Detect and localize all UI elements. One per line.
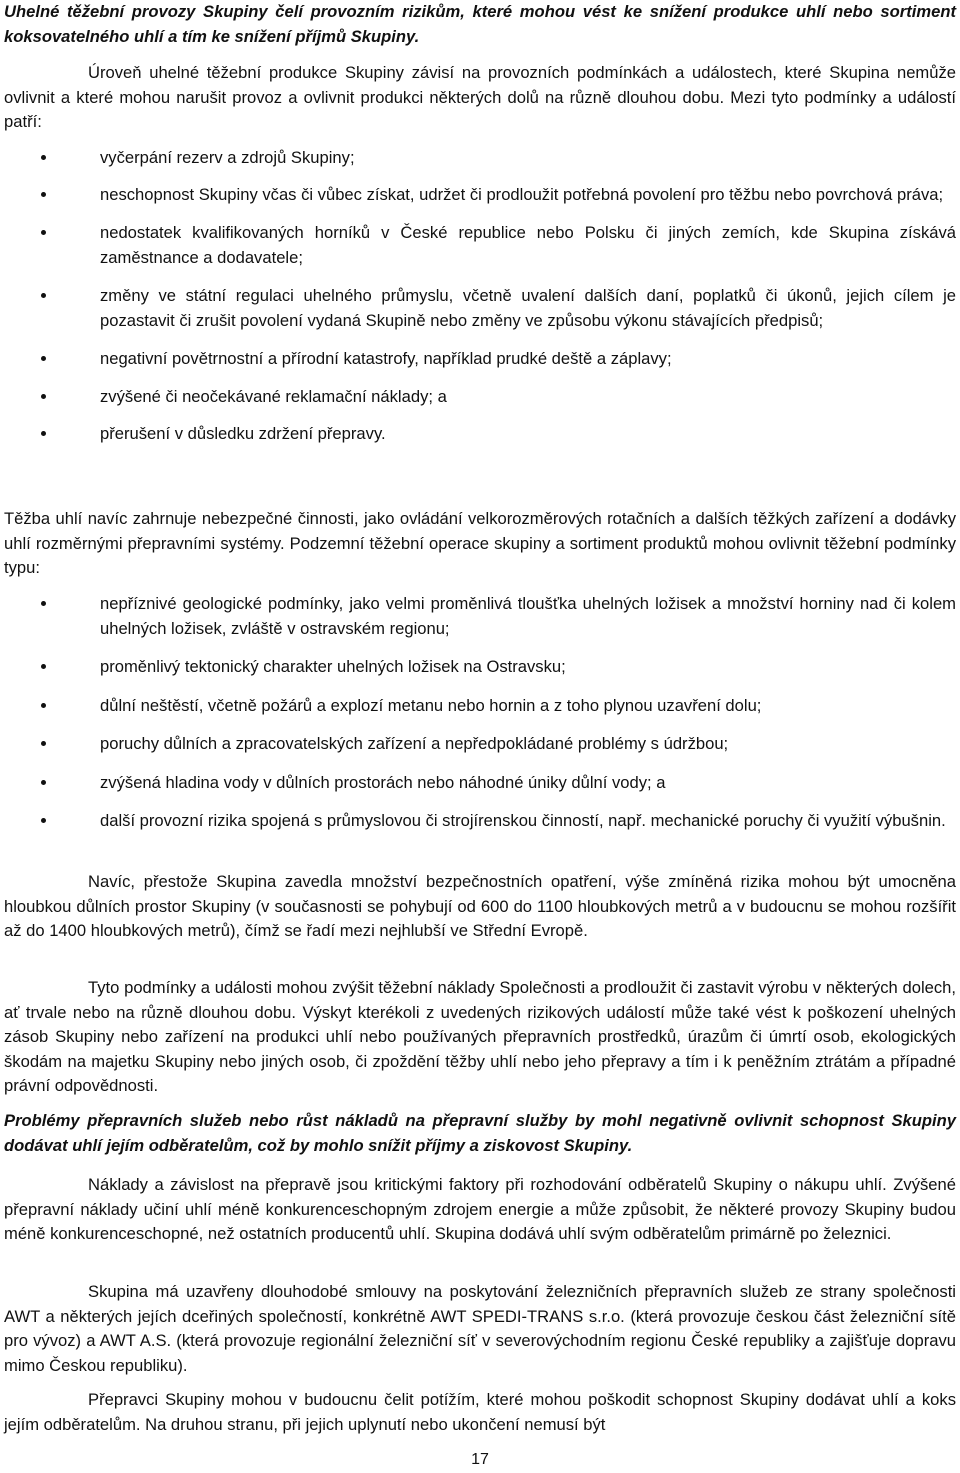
page-number: 17: [471, 1451, 489, 1468]
list-item: nepříznivé geologické podmínky, jako velmi proměnlivá tloušťka uhelných ložisek a množství horniny nad či kolem uhelných ložisek, zvláště v ostravském regionu;: [4, 592, 956, 641]
intro-paragraph: Úroveň uhelné těžební produkce Skupiny závisí na provozních podmínkách a událostech, které Skupina nemůže ovlivnit a které mohou narušit provoz a ovlivnit produkci některých dolů na různě dlouhou dobu. Mezi tyto podmínky a událostí patří:: [4, 63, 956, 131]
hazard-paragraph: Těžba uhlí navíc zahrnuje nebezpečné činnosti, jako ovládání velkorozměrových rotačních a dalších těžkých zařízení a dodávky uhlí rozměrnými přepravními systémy. Podzemní těžební operace skupiny a sortiment produktů mohou ovlivnit těžební podmínky typu:: [4, 509, 956, 577]
depth-paragraph: Navíc, přestože Skupina zavedla množství bezpečnostních opatření, výše zmíněná rizika mohou být umocněna hloubkou důlních prostor Skupiny (v současnosti se pohybují od 600 do 1100 hloubkových metrů a v budoucnu se mohou rozšířit až do 1400 hloubkových metrů), čímž se řadí mezi nejhlubší ve Střední Evropě.: [4, 872, 956, 940]
list-item: změny ve státní regulaci uhelného průmyslu, včetně uvalení dalších daní, poplatků či úkonů, jejich cílem je pozastavit či zrušit povolení vydaná Skupině nebo změny ve způsobu výkonu stávajících předpisů;: [4, 284, 956, 333]
list-item: zvýšená hladina vody v důlních prostorách nebo náhodné úniky důlní vody; a: [4, 771, 956, 796]
consequences-paragraph: Tyto podmínky a události mohou zvýšit těžební náklady Společnosti a prodloužit či zastavit výrobu v některých dolech, ať trvale nebo na různě dlouhou dobu. Výskyt kterékoli z uvedených rizikových událostí může také vést k poškození uhelných zásob Skupiny nebo zařízení na produkci uhlí nebo používaných přepravních prostředků, úrazům či úmrtí osob, ekologických škodám na majetku Skupiny nebo jiných osob, či zpoždění těžby uhlí nebo jeho přepravy a tím i k peněžním ztrátám a případné právní odpovědnosti.: [4, 978, 956, 1095]
section-heading-mining-risks: Uhelné těžební provozy Skupiny čelí provozním rizikům, které mohou vést ke snížení produkce uhlí nebo sortiment koksovatelného uhlí a tím ke snížení příjmů Skupiny.: [4, 2, 956, 46]
mining-conditions-list: [4, 592, 956, 834]
list-item: proměnlivý tektonický charakter uhelných ložisek na Ostravsku;: [4, 655, 956, 680]
transport-costs-paragraph: Náklady a závislost na přepravě jsou kritickými faktory při rozhodování odběratelů Skupiny o nákupu uhlí. Zvýšené přepravní náklady učiní uhlí méně konkurenceschopným zdrojem energie a může způsobit, že některé provozy Skupiny budou méně konkurenceschopné, než ostatních producentů uhlí. Skupina dodává uhlí svým odběratelům primárně po železnici.: [4, 1175, 956, 1243]
list-item: důlní neštěstí, včetně požárů a explozí metanu nebo hornin a z toho plynou uzavření dolu;: [4, 694, 956, 719]
list-item: poruchy důlních a zpracovatelských zařízení a nepředpokládané problémy s údržbou;: [4, 732, 956, 757]
risk-conditions-list: [4, 146, 956, 447]
list-item: další provozní rizika spojená s průmyslovou či strojírenskou činností, např. mechanické poruchy či využití výbušnin.: [4, 809, 956, 834]
list-item: neschopnost Skupiny včas či vůbec získat, udržet či prodloužit potřebná povolení pro těžbu nebo povrchová práva;: [4, 183, 956, 208]
list-item: vyčerpání rezerv a zdrojů Skupiny;: [4, 146, 956, 171]
contracts-paragraph: Skupina má uzavřeny dlouhodobé smlouvy na poskytování železničních přepravních služeb ze strany společnosti AWT a některých jejích dceřiných společností, konkrétně AWT SPEDI-TRANS s.r.o. (která provozuje českou část železniční sítě pro vývoz) a AWT A.S. (která provozuje regionální železniční síť v severovýchodním regionu České republiky a zajišťuje dopravu mimo Českou republiku).: [4, 1282, 956, 1375]
list-item: nedostatek kvalifikovaných horníků v České republice nebo Polsku či jiných zemích, kde Skupina získává zaměstnance a dodavatele;: [4, 221, 956, 270]
section-heading-transport-risks: Problémy přepravních služeb nebo růst nákladů na přepravní služby by mohl negativně ovlivnit schopnost Skupiny dodávat uhlí jejím odběratelům, což by mohlo snížit příjmy a ziskovost Skupiny.: [4, 1111, 956, 1155]
list-item: zvýšené či neočekávané reklamační náklady; a: [4, 385, 956, 410]
list-item: negativní povětrnostní a přírodní katastrofy, například prudké deště a záplavy;: [4, 347, 956, 372]
list-item: přerušení v důsledku zdržení přepravy.: [4, 422, 956, 447]
carriers-paragraph: Přepravci Skupiny mohou v budoucnu čelit potížím, které mohou poškodit schopnost Skupiny dodávat uhlí a koks jejím odběratelům. Na druhou stranu, při jejich uplynutí nebo ukončení nemusí být: [4, 1390, 956, 1434]
